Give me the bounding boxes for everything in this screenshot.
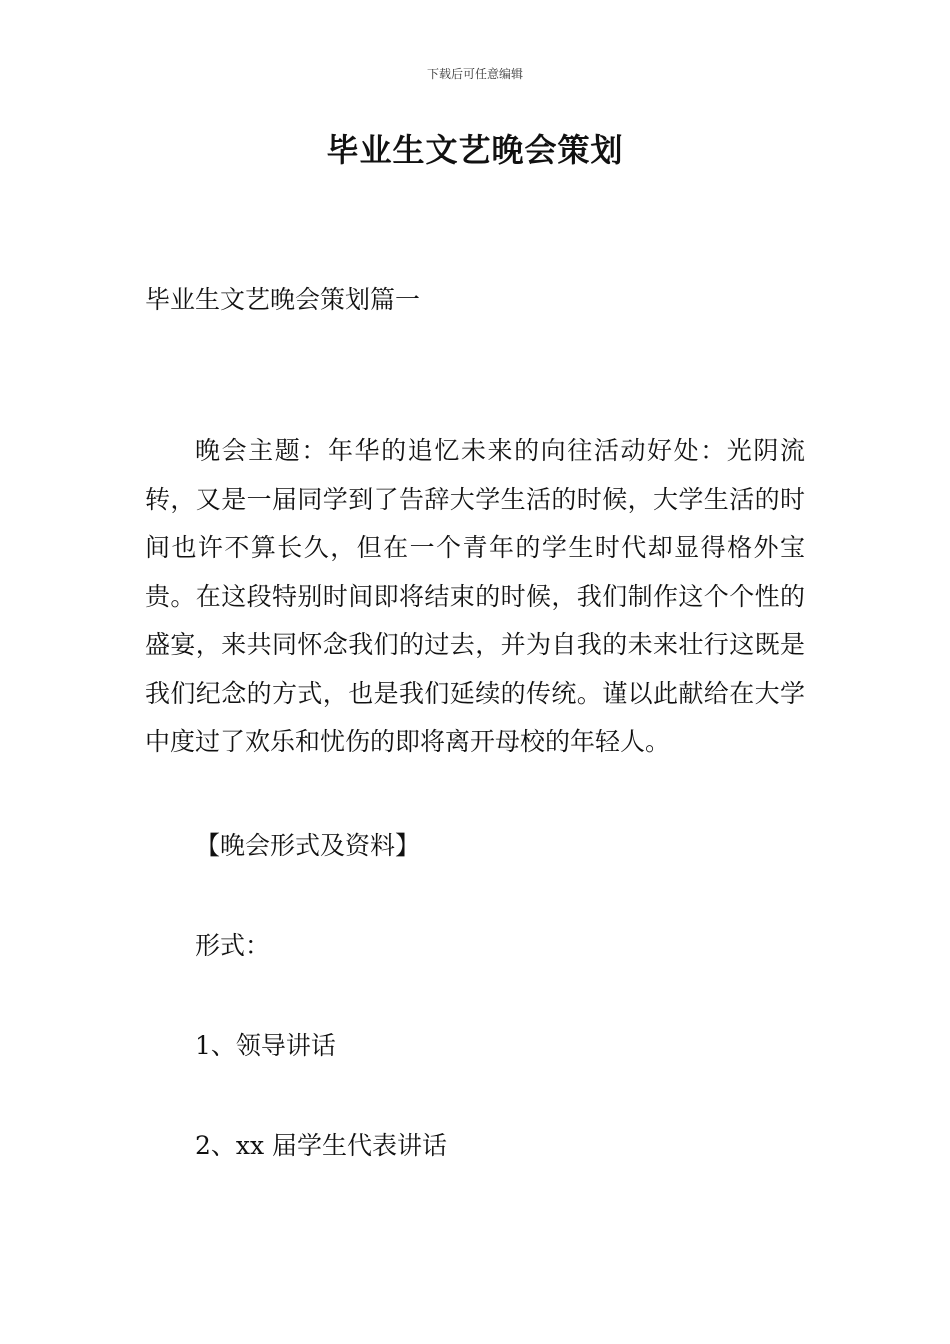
section-heading: 毕业生文艺晚会策划篇一 [145, 285, 421, 314]
list-item: 2、xx 届学生代表讲话 [195, 1131, 448, 1160]
header-note: 下载后可任意编辑 [426, 67, 523, 81]
list-item: 1、领导讲话 [195, 1031, 336, 1060]
section-label-format-and-content: 【晚会形式及资料】 [195, 831, 421, 860]
format-label: 形式： [195, 931, 271, 960]
document-title: 毕业生文艺晚会策划 [326, 131, 624, 169]
body-paragraph: 晚会主题：年华的追忆未来的向往活动好处：光阴流转，又是一届同学到了告辞大学生活的时候，大学生活的时间也许不算长久，但在一个青年的学生时代却显得格外宝贵。在这段特别时间即将结束的时候，我们制作这个个性的盛宴，来共同怀念我们的过去，并为自我的未来壮行这既是我们纪念的方式，也是我们延续的传统。谨以此献给在大学中度过了欢乐和忧伤的即将离开母校的年轻人。 [145, 436, 805, 756]
